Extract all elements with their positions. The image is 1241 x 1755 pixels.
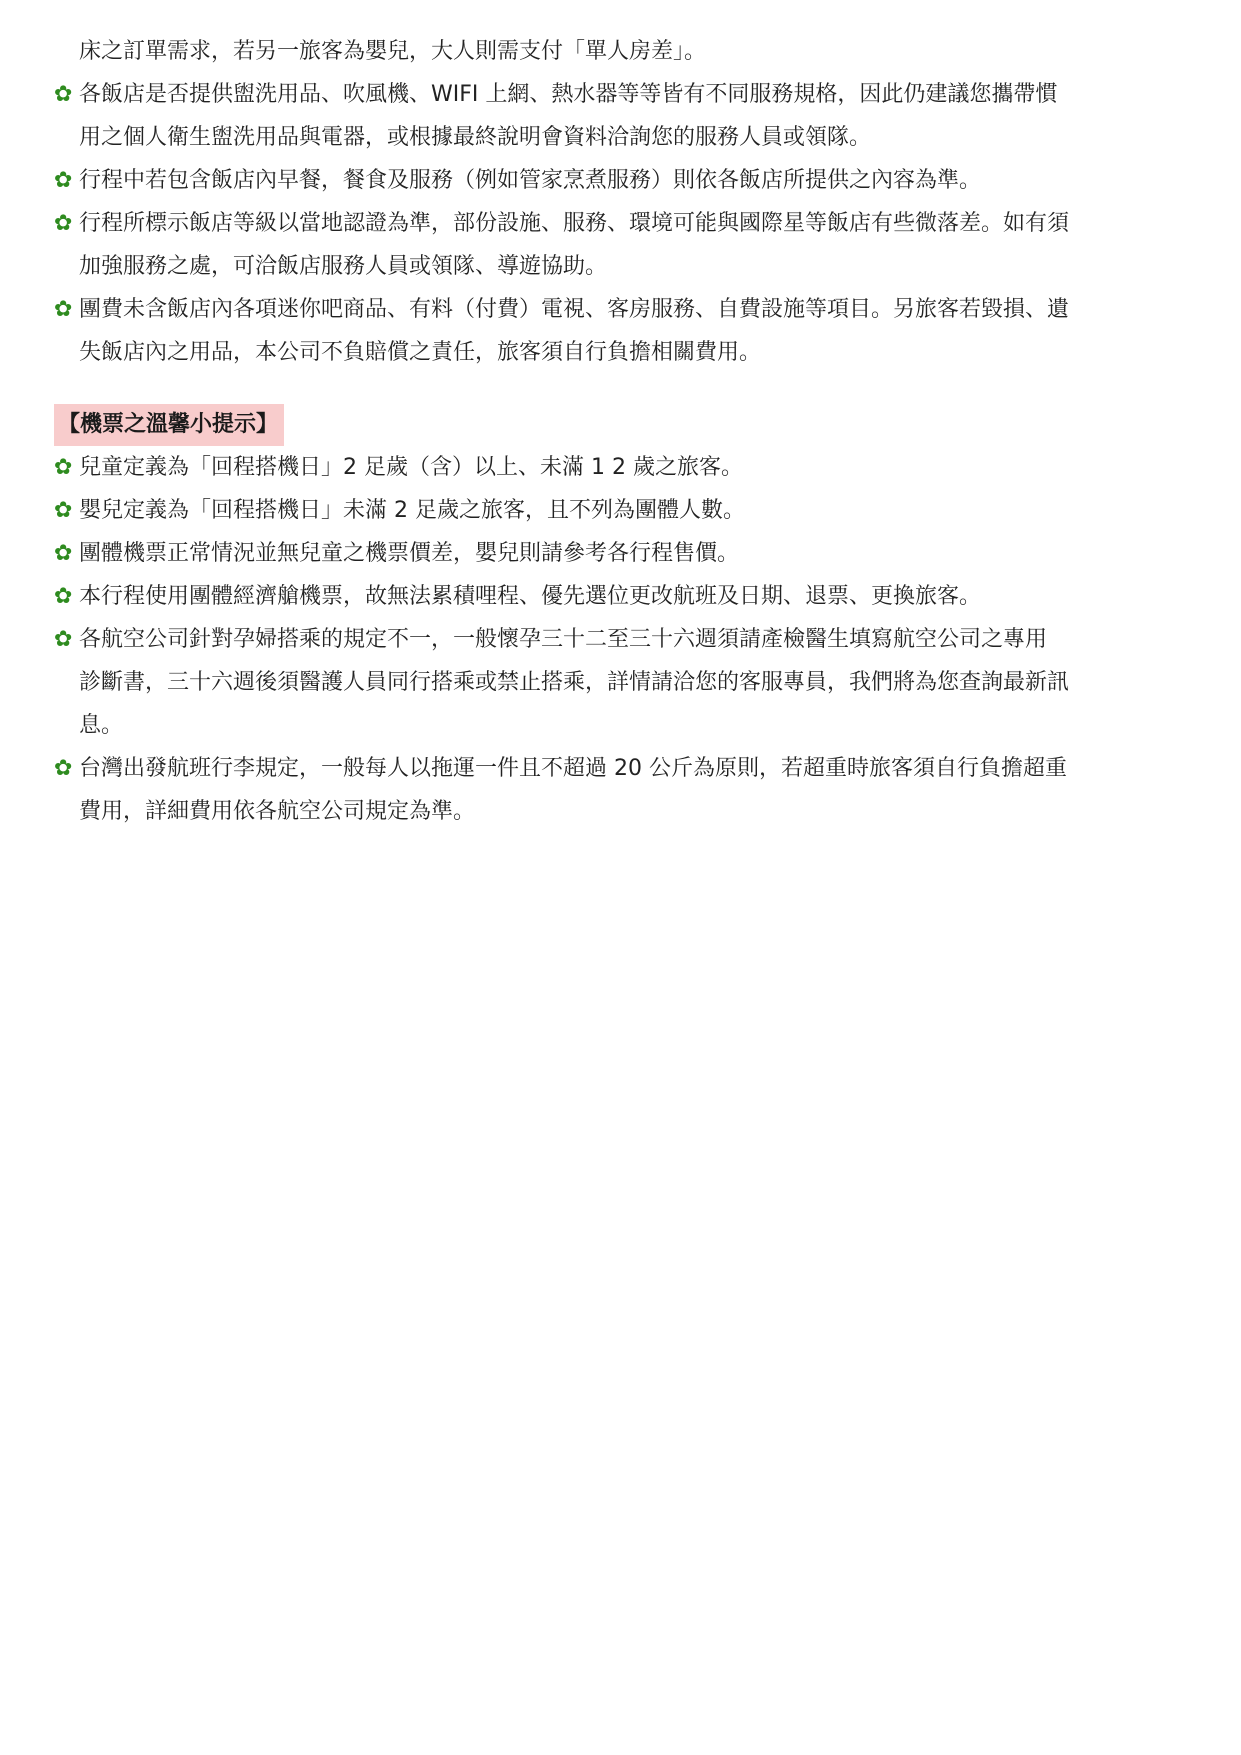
ticket-tip-continuation-line — [54, 704, 1194, 747]
hotel-note-bullet-line — [54, 73, 1194, 116]
hotel-note-line-text: 各飯店是否提供盥洗用品、吹風機、WIFI 上網、熱水器等等皆有不同服務規格，因此仍建議您攜帶慣 — [79, 82, 1058, 107]
ticket-tip-bullet-line — [54, 575, 1194, 618]
hotel-note-bullet-line — [54, 159, 1194, 202]
ticket-tip-bullet-line — [54, 618, 1194, 661]
hotel-notes-list — [54, 30, 1194, 374]
hotel-note-bullet-line — [54, 202, 1194, 245]
ticket-tip-line-text: 嬰兒定義為「回程搭機日」未滿 2 足歲之旅客，且不列為團體人數。 — [79, 498, 745, 523]
hotel-note-line-text: 床之訂單需求，若另一旅客為嬰兒，大人則需支付「單人房差」。 — [79, 39, 707, 64]
hotel-note-line-text: 加強服務之處，可洽飯店服務人員或領隊、導遊協助。 — [79, 254, 608, 279]
ticket-tip-line-text: 台灣出發航班行李規定，一般每人以拖運一件且不超過 20 公斤為原則，若超重時旅客須自行負擔超重 — [79, 756, 1067, 781]
hotel-note-line-text: 行程中若包含飯店內早餐，餐食及服務（例如管家烹煮服務）則依各飯店所提供之內容為準。 — [79, 168, 982, 193]
ticket-tip-bullet-line — [54, 532, 1194, 575]
ticket-tip-continuation-line — [54, 790, 1194, 833]
hotel-note-continuation-line — [54, 30, 1194, 73]
flower-bullet-icon: ✿ — [54, 756, 73, 781]
flower-bullet-icon: ✿ — [54, 168, 73, 193]
ticket-tip-line-text: 診斷書，三十六週後須醫護人員同行搭乘或禁止搭乘，詳情請洽您的客服專員，我們將為您查詢最新訊 — [79, 670, 1070, 695]
hotel-note-continuation-line — [54, 331, 1194, 374]
ticket-tips-list — [54, 446, 1194, 833]
hotel-note-line-text: 失飯店內之用品，本公司不負賠償之責任，旅客須自行負擔相關費用。 — [79, 340, 762, 365]
flower-bullet-icon: ✿ — [54, 498, 73, 523]
ticket-tip-bullet-line — [54, 489, 1194, 532]
hotel-note-continuation-line — [54, 116, 1194, 159]
hotel-note-line-text: 用之個人衛生盥洗用品與電器，或根據最終說明會資料洽詢您的服務人員或領隊。 — [79, 125, 872, 150]
flower-bullet-icon: ✿ — [54, 541, 73, 566]
flower-bullet-icon: ✿ — [54, 82, 73, 107]
hotel-note-line-text: 團費未含飯店內各項迷你吧商品、有料（付費）電視、客房服務、自費設施等項目。另旅客若毀損、遺 — [79, 297, 1070, 322]
flower-bullet-icon: ✿ — [54, 211, 73, 236]
ticket-tip-bullet-line — [54, 446, 1194, 489]
flower-bullet-icon: ✿ — [54, 297, 73, 322]
ticket-tip-line-text: 團體機票正常情況並無兒童之機票價差，嬰兒則請參考各行程售價。 — [79, 541, 740, 566]
ticket-tip-line-text: 兒童定義為「回程搭機日」2 足歲（含）以上、未滿 1 2 歲之旅客。 — [79, 455, 743, 480]
ticket-tip-line-text: 費用，詳細費用依各航空公司規定為準。 — [79, 799, 476, 824]
ticket-tip-line-text: 本行程使用團體經濟艙機票，故無法累積哩程、優先選位更改航班及日期、退票、更換旅客。 — [79, 584, 982, 609]
ticket-tips-heading: 【機票之溫馨小提示】 — [54, 404, 284, 446]
ticket-tip-line-text: 息。 — [79, 713, 124, 738]
flower-bullet-icon: ✿ — [54, 455, 73, 480]
hotel-note-continuation-line — [54, 245, 1194, 288]
ticket-tip-continuation-line — [54, 661, 1194, 704]
hotel-note-line-text: 行程所標示飯店等級以當地認證為準，部份設施、服務、環境可能與國際星等飯店有些微落差。如有須 — [79, 211, 1070, 236]
flower-bullet-icon: ✿ — [54, 627, 73, 652]
hotel-note-bullet-line — [54, 288, 1194, 331]
ticket-tip-line-text: 各航空公司針對孕婦搭乘的規定不一，一般懷孕三十二至三十六週須請產檢醫生填寫航空公司之專用 — [79, 627, 1048, 652]
ticket-tip-bullet-line — [54, 747, 1194, 790]
flower-bullet-icon: ✿ — [54, 584, 73, 609]
